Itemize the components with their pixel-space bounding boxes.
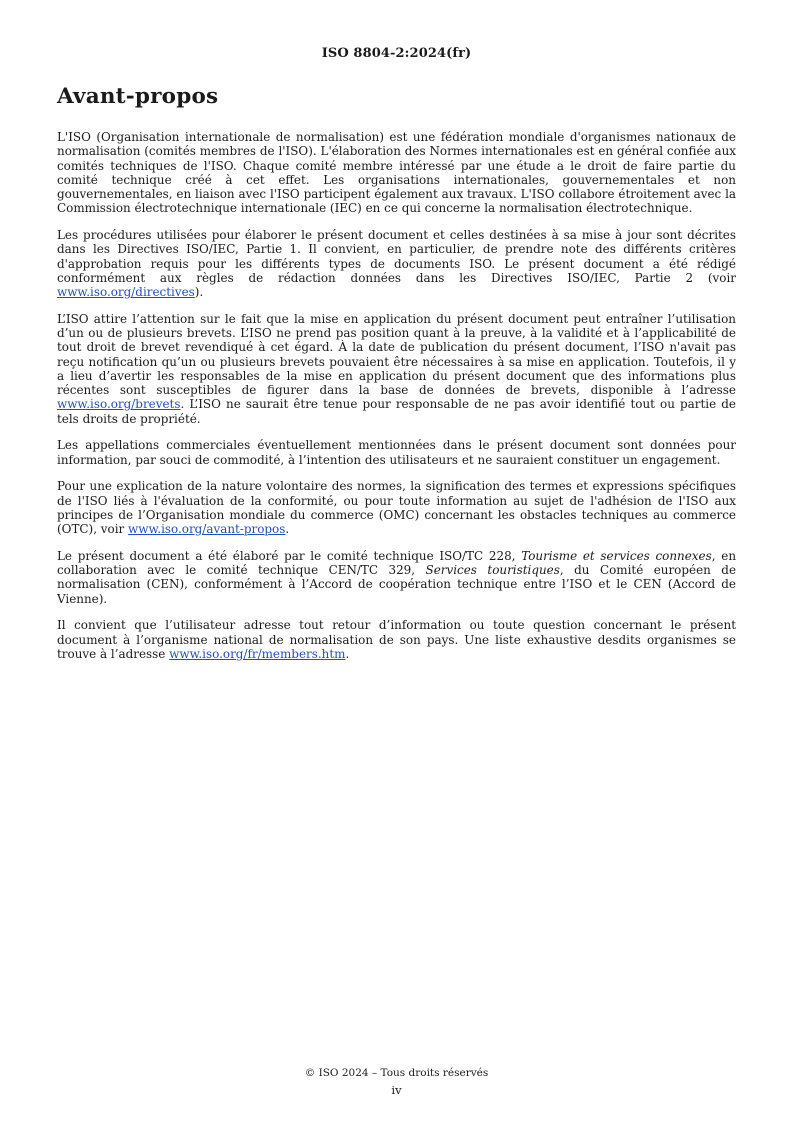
members-link[interactable]: www.iso.org/fr/members.htm <box>169 646 346 661</box>
foreword-link[interactable]: www.iso.org/avant-propos <box>128 522 286 536</box>
paragraph-text-end: . L’ISO ne saurait être tenue pour responsable de ne pas avoir identifié tout ou partie de tels droits de propriété. <box>57 397 736 426</box>
paragraph-text-end: ). <box>194 285 204 299</box>
paragraph-procedures <box>57 228 736 299</box>
patents-link[interactable]: www.iso.org/brevets <box>57 397 181 412</box>
paragraph-text: Pour une explication de la nature volontaire des normes, la signification des termes et expressions spécifiques de l'ISO liés à l'évaluation de la conformité, ou pour toute information au sujet de l'adhésion de l'ISO aux principes de l’Organisation mondiale du commerce (OMC) concernant les obstacles techniques au commerce (OTC), voir <box>57 479 736 536</box>
paragraph-iso-description: L'ISO (Organisation internationale de normalisation) est une fédération mondiale d'organismes nationaux de normalisation (comités membres de l'ISO). L'élaboration des Normes internationales est en général confiée aux comités techniques de l'ISO. Chaque comité membre intéressé par une étude a le droit de faire partie du comité technique créé à cet effet. Les organisations internationales, gouvernementales et non gouvernementales, en liaison avec l'ISO participent également aux travaux. L'ISO collabore étroitement avec la Commission électrotechnique internationale (IEC) en ce qui concerne la normalisation électrotechnique. <box>57 130 736 216</box>
page-title: Avant-propos <box>57 84 219 109</box>
paragraph-text-end: , du Comité européen de normalisation (CEN), conformément à l’Accord de coopération technique entre l’ISO et le CEN (Accord de Vienne). <box>57 563 737 606</box>
paragraph-text-end: . <box>345 646 350 661</box>
paragraph-text: , en collaboration avec le comité technique CEN/TC 329, <box>57 548 737 577</box>
paragraph-feedback <box>57 618 736 661</box>
foreword-body <box>57 130 736 674</box>
committee-title-cen: Services touristiques <box>425 563 560 577</box>
paragraph-patents <box>57 312 736 426</box>
paragraph-voluntary-nature <box>57 479 736 536</box>
paragraph-text: Les procédures utilisées pour élaborer le présent document et celles destinées à sa mise à jour sont décrites dans les Directives ISO/IEC, Partie 1. Il convient, en particulier, de prendre note des différents critères d'approbation requis pour les différents types de documents ISO. Le présent document a été rédigé conformément aux règles de rédaction données dans les Directives ISO/IEC, Partie 2 (voir <box>57 228 736 285</box>
paragraph-text: L’ISO attire l’attention sur le fait que la mise en application du présent document peut entraîner l’utilisation d’un ou de plusieurs brevets. L’ISO ne prend pas position quant à la preuve, à la validité et à l’applicabilité de tout droit de brevet revendiqué à cet égard. À la date de publication du présent document, l’ISO n'avait pas reçu notification qu’un ou plusieurs brevets pouvaient être nécessaires à sa mise en application. Toutefois, il y a lieu d’avertir les responsables de la mise en application du présent document que des informations plus récentes sont susceptibles de figurer dans la base de données de brevets, disponible à l’adresse <box>57 311 736 397</box>
footer-copyright: © ISO 2024 – Tous droits réservés <box>304 1067 489 1079</box>
paragraph-text: Le présent document a été élaboré par le comité technique ISO/TC 228, <box>57 548 522 563</box>
document-identifier: ISO 8804-2:2024(fr) <box>321 46 472 61</box>
directives-link[interactable]: www.iso.org/directives <box>57 285 195 299</box>
committee-title-iso: Tourisme et services connexes <box>521 548 712 563</box>
page-number: iv <box>391 1083 402 1097</box>
paragraph-trade-names: Les appellations commerciales éventuellement mentionnées dans le présent document sont données pour information, par souci de commodité, à l’intention des utilisateurs et ne sauraient constituer un engagement. <box>57 438 736 467</box>
paragraph-committee <box>57 549 736 606</box>
paragraph-text: Il convient que l’utilisateur adresse tout retour d’information ou toute question concernant le présent document à l’organisme national de normalisation de son pays. Une liste exhaustive desdits organismes se trouve à l’adresse <box>57 618 736 661</box>
paragraph-text-end: . <box>285 522 290 536</box>
